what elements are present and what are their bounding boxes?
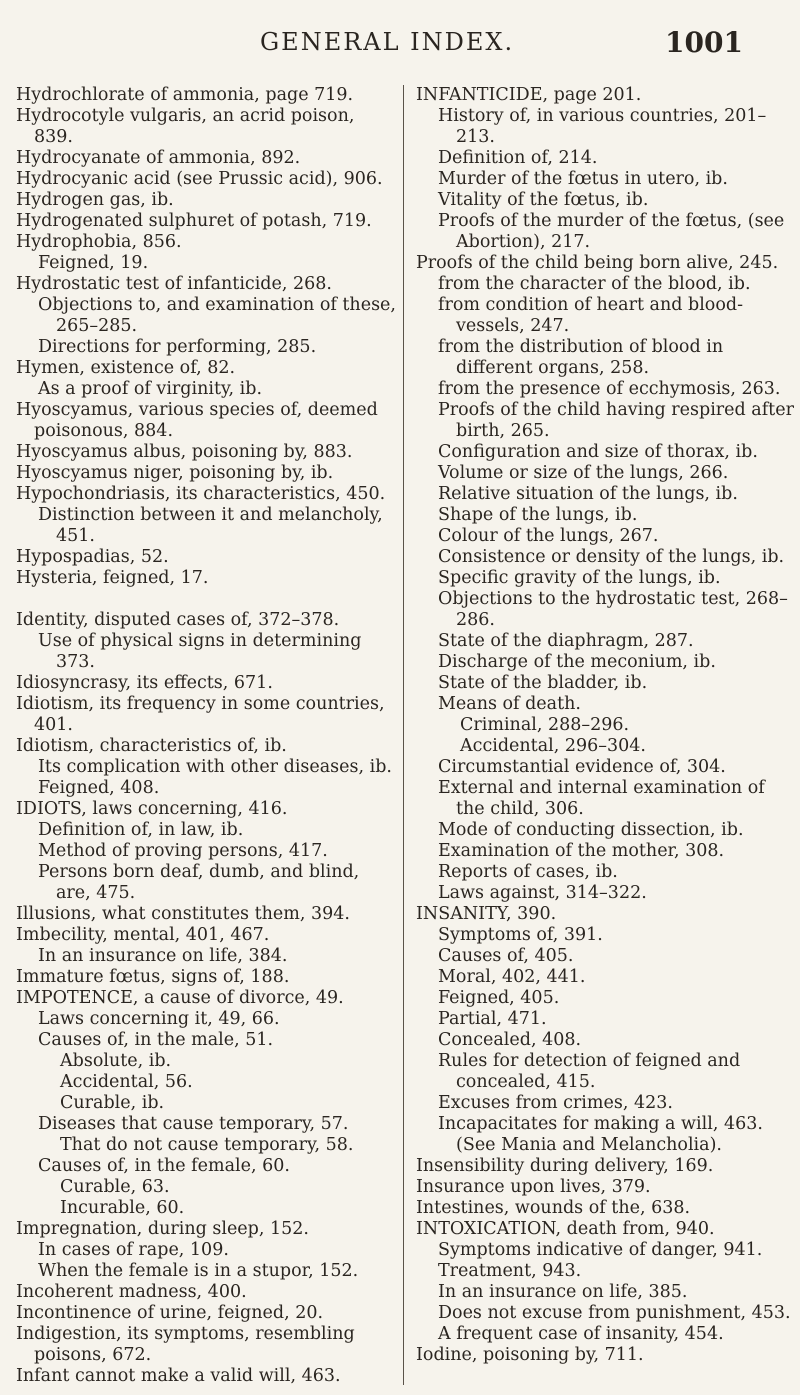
index-subentry: State of the diaphragm, 287. [438, 631, 694, 651]
index-subentry: Partial, 471. [438, 1009, 547, 1029]
index-subentry: Incapacitates for making a will, 463. (See Mania and Melancholia). [438, 1114, 763, 1155]
index-subentry: Distinction between it and melancholy, 451. [38, 505, 383, 546]
index-subentry: Moral, 402, 441. [438, 967, 586, 987]
index-entry: Indigestion, its symptoms, resembling poisons, 672. [16, 1324, 355, 1365]
index-entry: Hydrogen gas, ib. [16, 190, 174, 210]
index-entry: Idiotism, characteristics of, ib. [16, 736, 287, 756]
index-subentry: Accidental, 56. [60, 1072, 193, 1092]
index-subentry: Vitality of the fœtus, ib. [438, 190, 649, 210]
index-subentry: Use of physical signs in determining 373. [38, 631, 362, 672]
index-subentry: Definition of, in law, ib. [38, 820, 244, 840]
index-subentry: Causes of, 405. [438, 946, 574, 966]
index-entry: Hydrocyanic acid (see Prussic acid), 906. [16, 169, 383, 189]
index-subentry: Feigned, 408. [38, 778, 160, 798]
index-entry: Insensibility during delivery, 169. [416, 1156, 714, 1176]
index-subentry: Directions for performing, 285. [38, 337, 317, 357]
index-subentry: State of the bladder, ib. [438, 673, 648, 693]
index-subentry: Laws against, 314–322. [438, 883, 647, 903]
index-subentry: Shape of the lungs, ib. [438, 505, 638, 525]
index-entry: Identity, disputed cases of, 372–378. [16, 610, 340, 630]
index-subentry: Feigned, 405. [438, 988, 560, 1008]
index-subentry: Criminal, 288–296. [460, 715, 630, 735]
index-subentry: Configuration and size of thorax, ib. [438, 442, 758, 462]
index-subentry: from the distribution of blood in different organs, 258. [438, 337, 724, 378]
index-subentry: Causes of, in the male, 51. [38, 1030, 274, 1050]
right-index-column [416, 85, 796, 1366]
index-subentry: Persons born deaf, dumb, and blind, are, 475. [38, 862, 360, 903]
index-subentry: Definition of, 214. [438, 148, 598, 168]
index-entry: Incoherent madness, 400. [16, 1282, 247, 1302]
index-entry: Infant cannot make a valid will, 463. [16, 1366, 341, 1386]
index-subentry: Treatment, 943. [438, 1261, 582, 1281]
index-subentry: from condition of heart and blood-vessels, 247. [438, 295, 743, 336]
index-entry: Hyoscyamus albus, poisoning by, 883. [16, 442, 353, 462]
index-entry: Hydrophobia, 856. [16, 232, 182, 252]
index-entry: Hymen, existence of, 82. [16, 358, 236, 378]
index-subentry: Objections to, and examination of these, 265–285. [38, 295, 396, 336]
index-entry: Idiosyncrasy, its effects, 671. [16, 673, 273, 693]
index-entry: Hydrochlorate of ammonia, page 719. [16, 85, 354, 105]
index-entry: Hysteria, feigned, 17. [16, 568, 209, 588]
index-entry: INTOXICATION, death from, 940. [416, 1219, 715, 1239]
index-entry: INFANTICIDE, page 201. [416, 85, 642, 105]
index-subentry: Rules for detection of feigned and concealed, 415. [438, 1051, 741, 1092]
index-subentry: Symptoms indicative of danger, 941. [438, 1240, 763, 1260]
index-entry: Idiotism, its frequency in some countries, 401. [16, 694, 385, 735]
index-subentry: Does not excuse from punishment, 453. [438, 1303, 791, 1323]
index-subentry: Volume or size of the lungs, 266. [438, 463, 729, 483]
index-subentry: Discharge of the meconium, ib. [438, 652, 716, 672]
index-subentry: Causes of, in the female, 60. [38, 1156, 290, 1176]
index-subentry: Specific gravity of the lungs, ib. [438, 568, 721, 588]
index-subentry: Its complication with other diseases, ib. [38, 757, 392, 777]
index-subentry: Proofs of the murder of the fœtus, (see Abortion), 217. [438, 211, 785, 252]
index-entry: IMPOTENCE, a cause of divorce, 49. [16, 988, 344, 1008]
column-divider [403, 85, 404, 1385]
index-subentry: Curable, 63. [60, 1177, 170, 1197]
index-subentry: Consistence or density of the lungs, ib. [438, 547, 785, 567]
index-entry: Hyoscyamus, various species of, deemed poisonous, 884. [16, 400, 378, 441]
index-entry: INSANITY, 390. [416, 904, 557, 924]
running-title: GENERAL INDEX. [260, 28, 515, 56]
index-subentry: Proofs of the child having respired after birth, 265. [438, 400, 794, 441]
index-entry: Hydrogenated sulphuret of potash, 719. [16, 211, 372, 231]
page-header [0, 28, 800, 68]
index-subentry: Method of proving persons, 417. [38, 841, 328, 861]
index-subentry: Incurable, 60. [60, 1198, 185, 1218]
index-subentry: When the female is in a stupor, 152. [38, 1261, 359, 1281]
index-subentry: Means of death. [438, 694, 581, 714]
index-entry: Imbecility, mental, 401, 467. [16, 925, 270, 945]
index-subentry: History of, in various countries, 201–213. [438, 106, 767, 147]
index-subentry: Absolute, ib. [60, 1051, 172, 1071]
index-subentry: In cases of rape, 109. [38, 1240, 229, 1260]
index-subentry: Circumstantial evidence of, 304. [438, 757, 726, 777]
index-subentry: Reports of cases, ib. [438, 862, 618, 882]
index-subentry: In an insurance on life, 384. [38, 946, 288, 966]
index-entry: Hydrocotyle vulgaris, an acrid poison, 839. [16, 106, 355, 147]
index-entry: Hypochondriasis, its characteristics, 450. [16, 484, 386, 504]
index-subentry: In an insurance on life, 385. [438, 1282, 688, 1302]
index-subentry: from the character of the blood, ib. [438, 274, 751, 294]
index-subentry: Colour of the lungs, 267. [438, 526, 659, 546]
index-entry: Illusions, what constitutes them, 394. [16, 904, 350, 924]
index-subentry: Concealed, 408. [438, 1030, 582, 1050]
index-entry: Hypospadias, 52. [16, 547, 169, 567]
index-entry: Insurance upon lives, 379. [416, 1177, 651, 1197]
index-subentry: Mode of conducting dissection, ib. [438, 820, 744, 840]
page-number: 1001 [665, 26, 743, 59]
index-entry: Hydrostatic test of infanticide, 268. [16, 274, 332, 294]
index-entry: Impregnation, during sleep, 152. [16, 1219, 309, 1239]
index-subentry: Diseases that cause temporary, 57. [38, 1114, 349, 1134]
index-entry: Incontinence of urine, feigned, 20. [16, 1303, 324, 1323]
index-subentry: Symptoms of, 391. [438, 925, 603, 945]
index-subentry: Accidental, 296–304. [460, 736, 646, 756]
index-subentry: Examination of the mother, 308. [438, 841, 725, 861]
index-entry: Hyoscyamus niger, poisoning by, ib. [16, 463, 334, 483]
index-entry: IDIOTS, laws concerning, 416. [16, 799, 288, 819]
index-subentry: Objections to the hydrostatic test, 268–286. [438, 589, 788, 630]
index-entry: Intestines, wounds of the, 638. [416, 1198, 691, 1218]
index-subentry: Curable, ib. [60, 1093, 165, 1113]
index-subentry: That do not cause temporary, 58. [60, 1135, 354, 1155]
index-entry: Immature fœtus, signs of, 188. [16, 967, 290, 987]
index-subentry: Excuses from crimes, 423. [438, 1093, 673, 1113]
index-entry: Proofs of the child being born alive, 245. [416, 253, 779, 273]
index-subentry: A frequent case of insanity, 454. [438, 1324, 724, 1344]
index-subentry: External and internal examination of the child, 306. [438, 778, 765, 819]
index-subentry: Feigned, 19. [38, 253, 149, 273]
index-subentry: from the presence of ecchymosis, 263. [438, 379, 781, 399]
index-subentry: Murder of the fœtus in utero, ib. [438, 169, 728, 189]
index-entry: Iodine, poisoning by, 711. [416, 1345, 644, 1365]
index-subentry: As a proof of virginity, ib. [38, 379, 263, 399]
index-subentry: Relative situation of the lungs, ib. [438, 484, 738, 504]
index-entry: Hydrocyanate of ammonia, 892. [16, 148, 301, 168]
index-subentry: Laws concerning it, 49, 66. [38, 1009, 280, 1029]
left-index-column [16, 85, 396, 1387]
